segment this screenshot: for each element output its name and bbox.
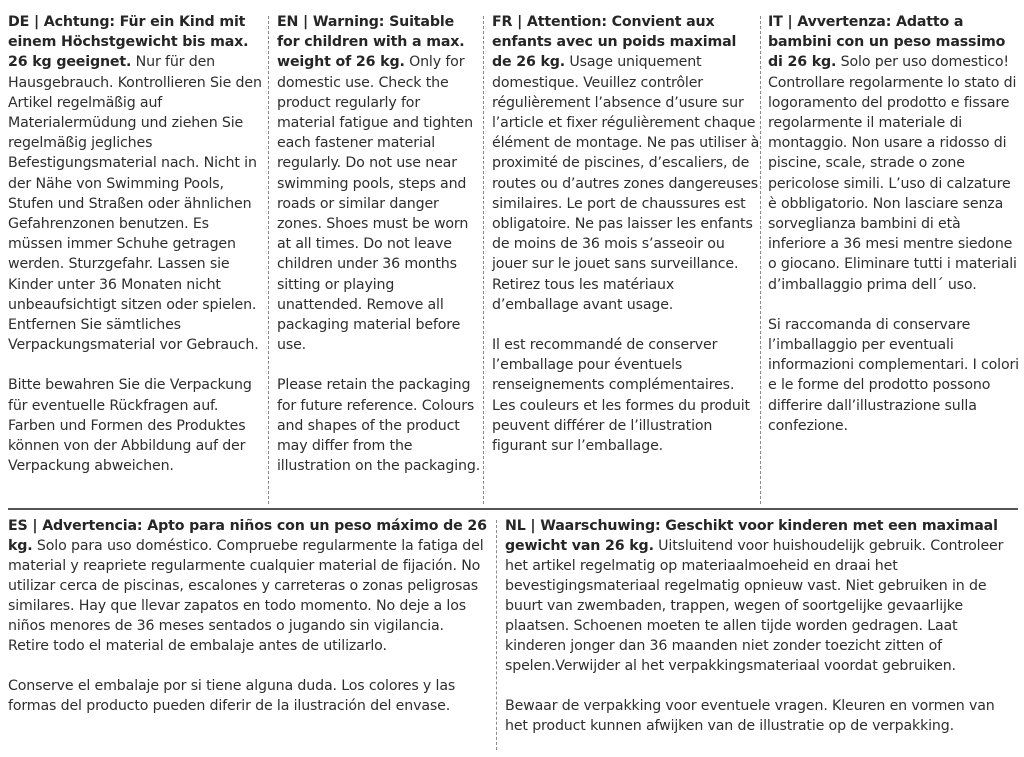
es-body: Solo para uso doméstico. Compruebe regularmente la fatiga del material y reapriete regularmente cualquier material de fijación. No utilizar cerca de piscinas, escalones y carreteras o zonas peligrosas similares. Hay que llevar zapatos en todo momento. No deje a los niños menores de 36 meses sentados o jugando sin vigilancia. Retire todo el material de embalaje antes de utilizarlo. (8, 538, 484, 654)
section-de (8, 12, 266, 502)
it-warning (768, 12, 1020, 295)
de-warning (8, 12, 266, 355)
nl-body: Uitsluitend voor huishoudelijk gebruik. Controleer het artikel regelmatig op materiaalmoeheid en draai het bevestigingsmateriaal regelmatig opnieuw vast. Niet gebruiken in de buurt van zwembaden, trappen, wegen of soortgelijke gevaarlijke plaatsen. Schoenen moeten te allen tijde worden gedragen. Laat kinderen jonger dan 36 maanden niet zonder toezicht zitten of spelen.Verwijder al het verpakkingsmateriaal voordat gebruiken. (505, 538, 1004, 674)
column-divider (496, 520, 497, 750)
section-divider (8, 508, 1018, 510)
fr-warning (492, 12, 760, 315)
de-body: Nur für den Hausgebrauch. Kontrollieren Sie den Artikel regelmäßig auf Materialermüdung und ziehen Sie regelmäßig jegliches Befestigungsmaterial nach. Nicht in der Nähe von Swimming Pools, Stufen und Straßen oder ähnlichen Gefahrenzonen benutzen. Es müssen immer Schuhe getragen werden. Sturzgefahr. Lassen sie Kinder unter 36 Monaten nicht unbeaufsichtigt sitzen oder spielen. Entfernen Sie sämtliches Verpackungsmaterial vor Gebrauch. (8, 54, 262, 354)
nl-heading: NL | Waarschuwing: Geschikt voor kinderen met een maximaal gewicht van 26 kg. (505, 518, 998, 554)
section-it (768, 12, 1020, 502)
section-nl (505, 516, 1017, 736)
section-en (277, 12, 481, 502)
es-heading: ES | Advertencia: Apto para niños con un peso máximo de 26 kg. (8, 518, 487, 554)
section-fr (492, 12, 760, 502)
section-es (8, 516, 488, 716)
fr-body: Usage uniquement domestique. Veuillez contrôler régulièrement l’absence d’usure sur l’article et fixer régulièrement chaque élément de montage. Ne pas utiliser à proximité de piscines, d’escaliers, de routes ou d’autres zones dangereuses similaires. Le port de chaussures est obligatoire. Ne pas laisser les enfants de moins de 36 mois s’asseoir ou jouer sur le jouet sans surveillance. Retirez tous les matériaux d’emballage avant usage. (492, 54, 760, 313)
de-note: Bitte bewahren Sie die Verpackung für eventuelle Rückfragen auf. Farben und Formen des Produktes können von der Abbildung auf der Verpackung abweichen. (8, 377, 252, 475)
de-heading: DE | Achtung: Für ein Kind mit einem Höchstgewicht bis max. 26 kg geeignet. (8, 14, 249, 71)
fr-note: Il est recommandé de conserver l’emballage pour éventuels renseignements complémentaires. Les couleurs et les formes du produit peuvent différer de l’illustration figurant sur l’emballage. (492, 337, 750, 455)
it-body: Solo per uso domestico! Controllare regolarmente lo stato di logoramento del prodotto e fissare regolarmente il materiale di montaggio. Non usare a ridosso di piscine, scale, strade o zone pericolose simili. L’uso di calzature è obbligatorio. Non lasciare senza sorveglianza bambini di età inferiore a 36 mesi mentre siedone o giocano. Eliminare tutti i materiali d’imballaggio prima dell´ uso. (768, 54, 1017, 293)
it-heading: IT | Avvertenza: Adatto a bambini con un peso massimo di 26 kg. (768, 14, 1006, 71)
column-divider (268, 16, 269, 504)
nl-note: Bewaar de verpakking voor eventuele vragen. Kleuren en vormen van het product kunnen afwijken van de illustratie op de verpakking. (505, 698, 995, 734)
en-heading: EN | Warning: Suitable for children with a max. weight of 26 kg. (277, 14, 465, 71)
column-divider (483, 16, 484, 504)
nl-warning (505, 516, 1017, 676)
es-note: Conserve el embalaje por si tiene alguna duda. Los colores y las formas del producto pueden diferir de la ilustración del envase. (8, 678, 456, 714)
en-warning (277, 12, 481, 355)
en-body: Only for domestic use. Check the product regularly for material fatigue and tighten each fastener material regularly. Do not use near swimming pools, steps and roads or similar danger zones. Shoes must be worn at all times. Do not leave children under 36 months sitting or playing unattended. Remove all packaging material before use. (277, 54, 473, 354)
fr-heading: FR | Attention: Convient aux enfants avec un poids maximal de 26 kg. (492, 14, 737, 71)
es-warning (8, 516, 488, 656)
bottom-section (0, 516, 1024, 752)
it-note: Si raccomanda di conservare l’imballaggio per eventuali informazioni complementari. I colori e le forme del prodotto possono differire dall’illustrazione sulla confezione. (768, 316, 1019, 434)
top-section (0, 12, 1024, 502)
column-divider (760, 16, 761, 504)
en-note: Please retain the packaging for future reference. Colours and shapes of the product may differ from the illustration on the packaging. (277, 377, 481, 475)
